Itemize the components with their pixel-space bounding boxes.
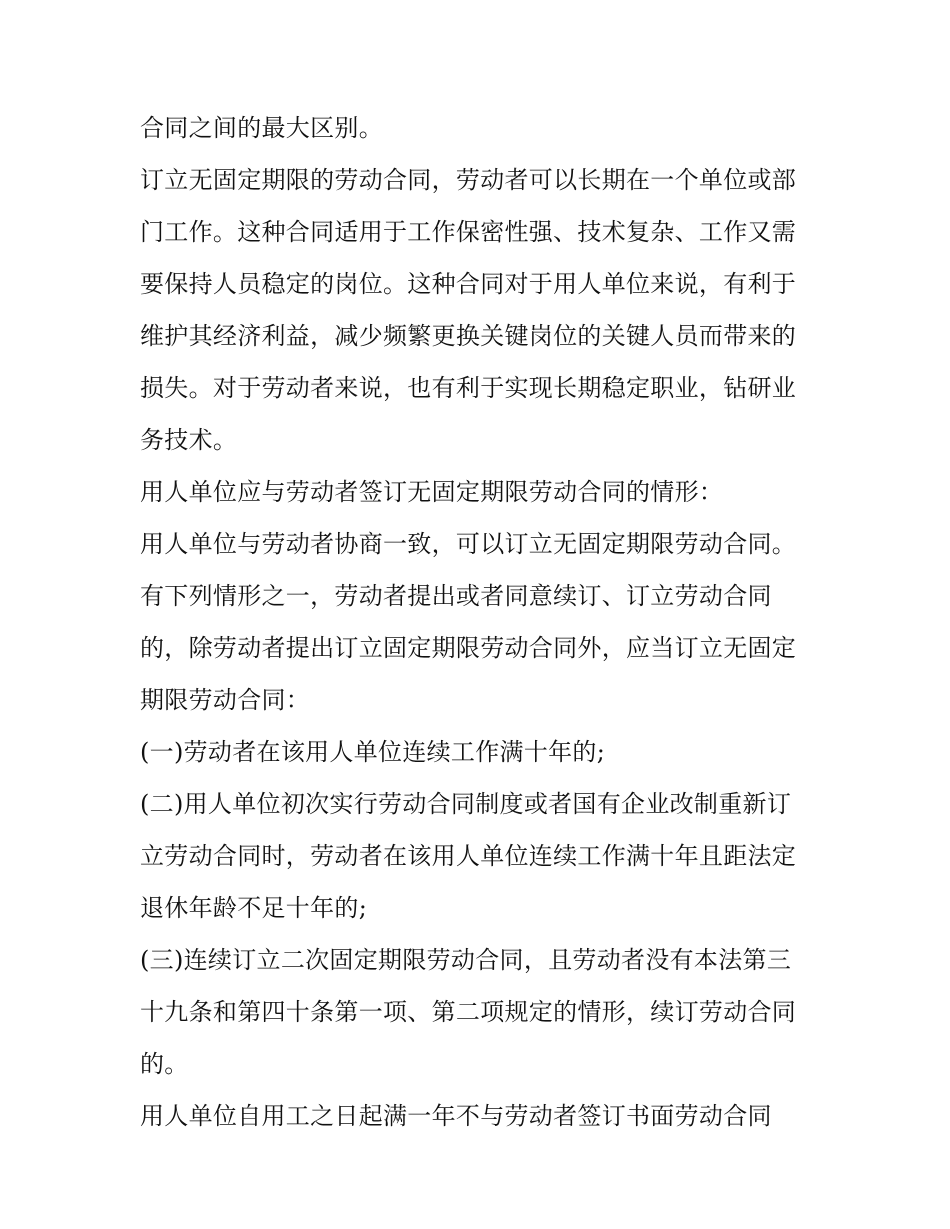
text-line: 有下列情形之一，劳动者提出或者同意续订、订立劳动合同 xyxy=(140,582,772,610)
text-line: 十九条和第四十条第一项、第二项规定的情形，续订劳动合同 xyxy=(140,998,797,1026)
text-line: 要保持人员稳定的岗位。这种合同对于用人单位来说，有利于 xyxy=(140,270,797,298)
text-line: 期限劳动合同： xyxy=(140,686,311,714)
text-line: 门工作。这种合同适用于工作保密性强、技术复杂、工作又需 xyxy=(140,218,797,246)
text-line: 退休年龄不足十年的; xyxy=(140,894,368,922)
document-body xyxy=(140,102,820,1142)
text-line: 的，除劳动者提出订立固定期限劳动合同外，应当订立无固定 xyxy=(140,634,797,662)
text-line: 用人单位应与劳动者签订无固定期限劳动合同的情形： xyxy=(140,478,724,506)
text-line: 用人单位与劳动者协商一致，可以订立无固定期限劳动合同。 xyxy=(140,530,797,558)
text-line: (二)用人单位初次实行劳动合同制度或者国有企业改制重新订 xyxy=(140,790,792,818)
text-line: 损失。对于劳动者来说，也有利于实现长期稳定职业，钻研业 xyxy=(140,374,797,402)
text-line: (三)连续订立二次固定期限劳动合同，且劳动者没有本法第三 xyxy=(140,946,792,974)
text-line: 务技术。 xyxy=(140,426,238,454)
text-line: 立劳动合同时，劳动者在该用人单位连续工作满十年且距法定 xyxy=(140,842,797,870)
text-line: 用人单位自用工之日起满一年不与劳动者签订书面劳动合同 xyxy=(140,1102,772,1130)
text-line: (一)劳动者在该用人单位连续工作满十年的; xyxy=(140,738,606,766)
text-line: 维护其经济利益，减少频繁更换关键岗位的关键人员而带来的 xyxy=(140,322,797,350)
text-line: 合同之间的最大区别。 xyxy=(140,114,383,142)
text-line: 的。 xyxy=(140,1050,189,1078)
text-line: 订立无固定期限的劳动合同，劳动者可以长期在一个单位或部 xyxy=(140,166,797,194)
